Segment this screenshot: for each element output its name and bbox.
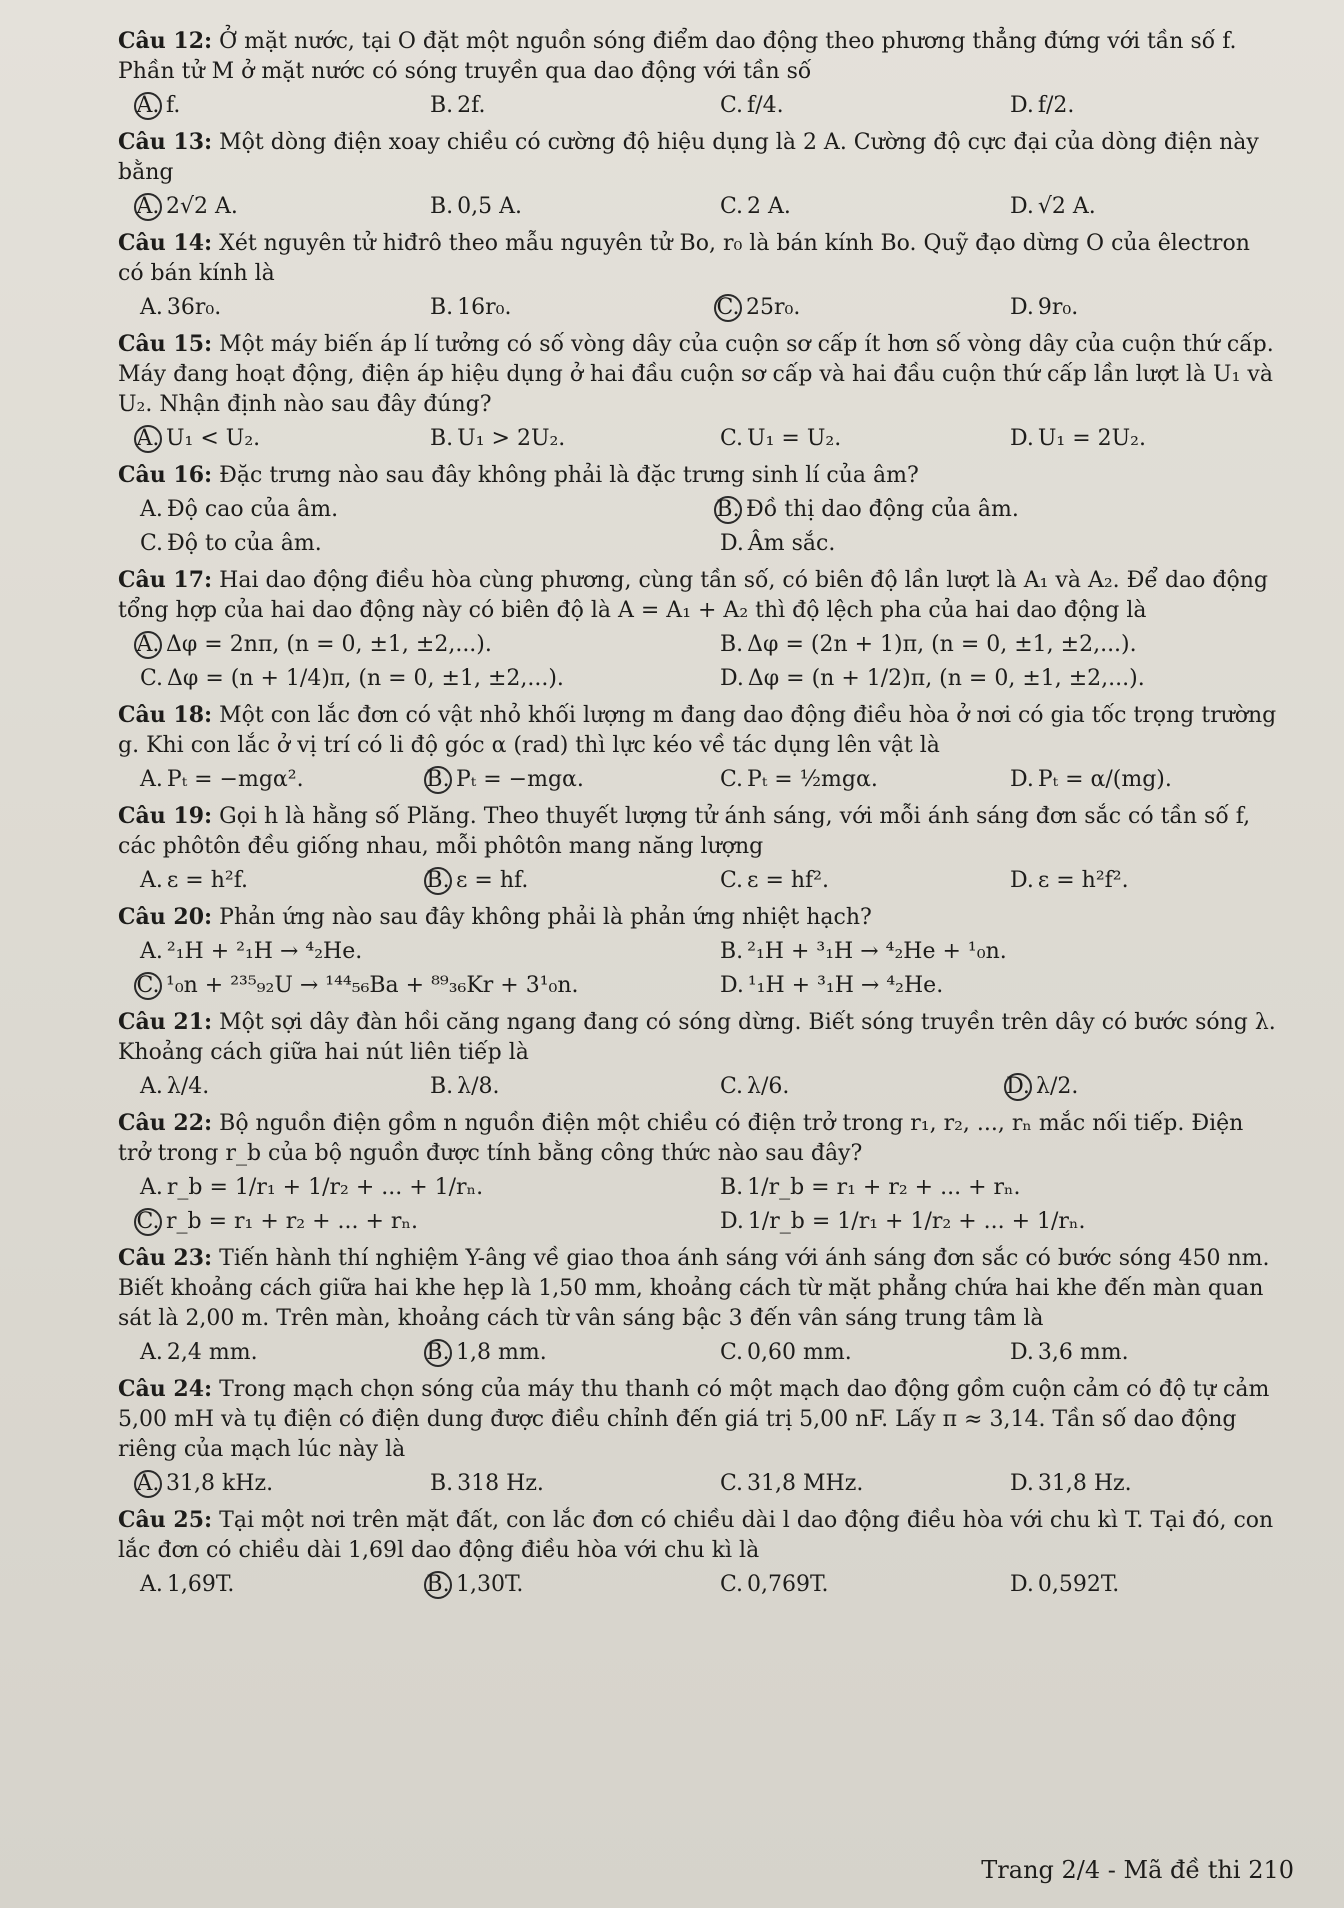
question-stem xyxy=(118,1374,1278,1465)
option-text: 2√2 A. xyxy=(166,194,238,219)
option-letter: B. xyxy=(430,426,454,451)
answer-option xyxy=(988,422,1278,456)
answer-option xyxy=(118,935,698,969)
answer-option xyxy=(408,1070,698,1104)
answer-options xyxy=(118,763,1278,797)
question-text: Một máy biến áp lí tưởng có số vòng dây của cuộn sơ cấp ít hơn số vòng dây của cuộn thứ cấp. Máy đang hoạt động, điện áp hiệu dụng ở hai đầu cuộn sơ cấp và hai đầu cuộn thứ cấp lần lượt là U₁ và U₂. Nhận định nào sau đây đúng? xyxy=(118,332,1274,417)
question-stem xyxy=(118,565,1278,626)
option-text: ¹₀n + ²³⁵₉₂U → ¹⁴⁴₅₆Ba + ⁸⁹₃₆Kr + 3¹₀n. xyxy=(166,973,579,998)
answer-option xyxy=(118,89,408,123)
option-text: 3,6 mm. xyxy=(1037,1340,1129,1365)
option-letter: D. xyxy=(1010,1471,1034,1496)
circled-option-letter: A. xyxy=(134,92,162,120)
option-letter: C. xyxy=(720,868,744,893)
question-stem xyxy=(118,1243,1278,1334)
question-text: Phản ứng nào sau đây không phải là phản ứng nhiệt hạch? xyxy=(219,905,872,930)
option-text: 0,769T. xyxy=(747,1572,829,1597)
option-letter: D. xyxy=(720,973,744,998)
question-text: Xét nguyên tử hiđrô theo mẫu nguyên tử Bo, r₀ là bán kính Bo. Quỹ đạo dừng O của êlectron có bán kính là xyxy=(118,231,1250,286)
answer-option xyxy=(698,864,988,898)
option-letter: A. xyxy=(140,1572,163,1597)
option-text: λ/2. xyxy=(1036,1074,1079,1099)
answer-option xyxy=(408,1336,698,1370)
page-footer: Trang 2/4 - Mã đề thi 210 xyxy=(981,1856,1294,1884)
question-number: Câu 24: xyxy=(118,1376,213,1402)
question-text: Ở mặt nước, tại O đặt một nguồn sóng điểm dao động theo phương thẳng đứng với tần số f. Phần tử M ở mặt nước có sóng truyền qua dao động với tần số xyxy=(118,29,1237,84)
question-text: Một dòng điện xoay chiều có cường độ hiệu dụng là 2 A. Cường độ cực đại của dòng điện này bằng xyxy=(118,130,1259,185)
option-text: √2 A. xyxy=(1037,194,1096,219)
option-text: Âm sắc. xyxy=(747,531,836,556)
answer-option xyxy=(408,1568,698,1602)
answer-options xyxy=(118,493,1278,561)
answer-options xyxy=(118,422,1278,456)
question-number: Câu 25: xyxy=(118,1507,213,1533)
option-text: Pₜ = α/(mg). xyxy=(1037,767,1172,792)
answer-option xyxy=(118,1467,408,1501)
option-text: Δφ = (n + 1/2)π, (n = 0, ±1, ±2,...). xyxy=(747,666,1145,691)
circled-option-letter: A. xyxy=(134,425,162,453)
option-letter: D. xyxy=(1010,767,1034,792)
answer-option xyxy=(118,190,408,224)
answer-option xyxy=(698,969,1278,1003)
option-text: ε = h²f². xyxy=(1037,868,1129,893)
option-letter: C. xyxy=(720,93,744,118)
option-text: ²₁H + ²₁H → ⁴₂He. xyxy=(166,939,363,964)
question-stem xyxy=(118,1007,1278,1068)
question-text: Đặc trưng nào sau đây không phải là đặc trưng sinh lí của âm? xyxy=(219,463,919,488)
option-text: ε = hf². xyxy=(747,868,829,893)
question-stem xyxy=(118,700,1278,761)
option-letter: C. xyxy=(720,1471,744,1496)
answer-option xyxy=(988,1070,1278,1104)
question-block xyxy=(118,1108,1278,1239)
option-text: 1/r_b = 1/r₁ + 1/r₂ + ... + 1/rₙ. xyxy=(747,1209,1086,1234)
question-stem xyxy=(118,801,1278,862)
option-text: λ/4. xyxy=(166,1074,210,1099)
option-letter: A. xyxy=(140,497,163,522)
answer-option xyxy=(698,422,988,456)
answer-option xyxy=(698,1171,1278,1205)
option-text: 31,8 kHz. xyxy=(166,1471,274,1496)
option-letter: D. xyxy=(720,1209,744,1234)
answer-option xyxy=(408,864,698,898)
circled-option-letter: C. xyxy=(714,294,742,322)
question-block xyxy=(118,1505,1278,1602)
circled-option-letter: B. xyxy=(424,867,452,895)
option-text: λ/8. xyxy=(457,1074,500,1099)
question-text: Gọi h là hằng số Plăng. Theo thuyết lượng tử ánh sáng, với mỗi ánh sáng đơn sắc có tần số f, các phôtôn đều giống nhau, mỗi phôtôn mang năng lượng xyxy=(118,804,1251,859)
question-number: Câu 18: xyxy=(118,702,213,728)
answer-option xyxy=(698,935,1278,969)
option-letter: A. xyxy=(140,1074,163,1099)
question-block xyxy=(118,1243,1278,1370)
circled-option-letter: B. xyxy=(424,1571,452,1599)
answer-options xyxy=(118,1568,1278,1602)
option-text: ε = h²f. xyxy=(166,868,249,893)
option-letter: C. xyxy=(720,767,744,792)
answer-options xyxy=(118,628,1278,696)
answer-option xyxy=(408,1467,698,1501)
option-letter: B. xyxy=(720,1175,744,1200)
option-text: 0,592T. xyxy=(1037,1572,1120,1597)
question-number: Câu 22: xyxy=(118,1110,213,1136)
option-text: r_b = 1/r₁ + 1/r₂ + ... + 1/rₙ. xyxy=(166,1175,484,1200)
option-letter: C. xyxy=(140,666,164,691)
option-text: 2 A. xyxy=(747,194,791,219)
question-number: Câu 20: xyxy=(118,904,213,930)
question-list xyxy=(118,22,1278,1606)
answer-option xyxy=(988,291,1278,325)
question-block xyxy=(118,565,1278,696)
answer-option xyxy=(988,864,1278,898)
answer-option xyxy=(118,1205,698,1239)
answer-option xyxy=(988,190,1278,224)
option-text: Pₜ = −mgα². xyxy=(166,767,304,792)
option-letter: D. xyxy=(720,531,744,556)
option-letter: D. xyxy=(1010,194,1034,219)
question-stem xyxy=(118,228,1278,289)
answer-option xyxy=(118,628,698,662)
option-text: Δφ = 2nπ, (n = 0, ±1, ±2,...). xyxy=(166,632,492,657)
answer-option xyxy=(698,1336,988,1370)
option-text: Pₜ = ½mgα. xyxy=(747,767,878,792)
option-text: 25r₀. xyxy=(746,295,801,320)
answer-option xyxy=(988,1568,1278,1602)
option-letter: A. xyxy=(140,939,163,964)
option-text: 9r₀. xyxy=(1037,295,1079,320)
option-letter: C. xyxy=(720,1572,744,1597)
option-letter: D. xyxy=(1010,93,1034,118)
question-stem xyxy=(118,460,1278,491)
question-number: Câu 19: xyxy=(118,803,213,829)
answer-option xyxy=(408,291,698,325)
question-stem xyxy=(118,902,1278,933)
answer-option xyxy=(118,493,698,527)
option-text: r_b = r₁ + r₂ + ... + rₙ. xyxy=(166,1209,418,1234)
option-text: 1,30T. xyxy=(456,1572,524,1597)
option-letter: C. xyxy=(720,426,744,451)
answer-option xyxy=(118,527,698,561)
option-letter: D. xyxy=(720,666,744,691)
answer-option xyxy=(408,763,698,797)
answer-options xyxy=(118,1070,1278,1104)
question-block xyxy=(118,1007,1278,1104)
question-block xyxy=(118,902,1278,1003)
question-number: Câu 12: xyxy=(118,28,213,54)
option-text: f/4. xyxy=(747,93,784,118)
option-text: f/2. xyxy=(1037,93,1075,118)
option-text: 0,5 A. xyxy=(457,194,523,219)
option-text: U₁ < U₂. xyxy=(166,426,261,451)
answer-option xyxy=(698,493,1278,527)
question-number: Câu 14: xyxy=(118,230,213,256)
option-text: Δφ = (n + 1/4)π, (n = 0, ±1, ±2,...). xyxy=(167,666,564,691)
question-number: Câu 13: xyxy=(118,129,213,155)
option-letter: D. xyxy=(1010,868,1034,893)
option-letter: D. xyxy=(1010,1572,1034,1597)
answer-option xyxy=(118,422,408,456)
question-block xyxy=(118,228,1278,325)
option-letter: C. xyxy=(720,1340,744,1365)
question-text: Bộ nguồn điện gồm n nguồn điện một chiều có điện trở trong r₁, r₂, ..., rₙ mắc nối tiếp. Điện trở trong r_b của bộ nguồn được tính bằng công thức nào sau đây? xyxy=(118,1111,1244,1166)
answer-option xyxy=(118,763,408,797)
answer-option xyxy=(118,969,698,1003)
option-text: 1,69T. xyxy=(166,1572,235,1597)
question-number: Câu 16: xyxy=(118,462,213,488)
answer-option xyxy=(698,1467,988,1501)
option-text: ¹₁H + ³₁H → ⁴₂He. xyxy=(747,973,944,998)
option-letter: A. xyxy=(140,1340,163,1365)
answer-option xyxy=(408,190,698,224)
question-text: Tại một nơi trên mặt đất, con lắc đơn có chiều dài l dao động điều hòa với chu kì T. Tại đó, con lắc đơn có chiều dài 1,69l dao động điều hòa với chu kì là xyxy=(118,1508,1274,1563)
question-block xyxy=(118,460,1278,561)
option-letter: B. xyxy=(430,1074,454,1099)
answer-options xyxy=(118,1336,1278,1370)
question-number: Câu 17: xyxy=(118,567,213,593)
option-letter: A. xyxy=(140,767,163,792)
question-stem xyxy=(118,1505,1278,1566)
option-letter: B. xyxy=(430,194,454,219)
answer-option xyxy=(118,1070,408,1104)
question-stem xyxy=(118,329,1278,420)
option-letter: B. xyxy=(430,93,454,118)
circled-option-letter: B. xyxy=(714,496,742,524)
circled-option-letter: C. xyxy=(134,972,162,1000)
option-text: U₁ = 2U₂. xyxy=(1037,426,1146,451)
answer-option xyxy=(698,89,988,123)
question-number: Câu 23: xyxy=(118,1245,213,1271)
question-stem xyxy=(118,127,1278,188)
question-block xyxy=(118,801,1278,898)
question-block xyxy=(118,329,1278,456)
option-letter: B. xyxy=(430,295,454,320)
answer-option xyxy=(698,1568,988,1602)
answer-option xyxy=(988,763,1278,797)
answer-option xyxy=(698,527,1278,561)
answer-option xyxy=(988,1336,1278,1370)
circled-option-letter: A. xyxy=(134,1470,162,1498)
option-letter: D. xyxy=(1010,426,1034,451)
question-block xyxy=(118,700,1278,797)
question-text: Trong mạch chọn sóng của máy thu thanh có một mạch dao động gồm cuộn cảm có độ tự cảm 5,00 mH và tụ điện có điện dung được điều chỉnh đến giá trị 5,00 nF. Lấy π ≈ 3,14. Tần số dao động riêng của mạch lúc này là xyxy=(118,1377,1270,1462)
answer-options xyxy=(118,89,1278,123)
circled-option-letter: A. xyxy=(134,193,162,221)
option-letter: B. xyxy=(720,939,744,964)
option-text: λ/6. xyxy=(747,1074,790,1099)
answer-option xyxy=(118,662,698,696)
option-letter: A. xyxy=(140,295,163,320)
answer-option xyxy=(698,1070,988,1104)
option-text: U₁ > 2U₂. xyxy=(457,426,566,451)
option-text: 36r₀. xyxy=(166,295,222,320)
circled-option-letter: C. xyxy=(134,1208,162,1236)
answer-option xyxy=(698,662,1278,696)
answer-options xyxy=(118,1467,1278,1501)
circled-option-letter: A. xyxy=(134,631,162,659)
question-block xyxy=(118,1374,1278,1501)
option-text: Độ cao của âm. xyxy=(166,497,339,522)
answer-options xyxy=(118,291,1278,325)
option-letter: D. xyxy=(1010,1340,1034,1365)
option-text: ²₁H + ³₁H → ⁴₂He + ¹₀n. xyxy=(747,939,1007,964)
answer-options xyxy=(118,935,1278,1003)
answer-option xyxy=(408,422,698,456)
option-letter: B. xyxy=(720,632,744,657)
option-letter: C. xyxy=(140,531,164,556)
question-number: Câu 21: xyxy=(118,1009,213,1035)
question-text: Tiến hành thí nghiệm Y-âng về giao thoa ánh sáng với ánh sáng đơn sắc có bước sóng 450 nm. Biết khoảng cách giữa hai khe hẹp là 1,50 mm, khoảng cách từ mặt phẳng chứa hai khe đến màn quan sát là 2,00 m. Trên màn, khoảng cách từ vân sáng bậc 3 đến vân sáng trung tâm là xyxy=(118,1246,1270,1331)
question-block xyxy=(118,127,1278,224)
answer-options xyxy=(118,190,1278,224)
answer-option xyxy=(698,291,988,325)
option-text: Đồ thị dao động của âm. xyxy=(746,497,1019,522)
question-text: Hai dao động điều hòa cùng phương, cùng tần số, có biên độ lần lượt là A₁ và A₂. Để dao động tổng hợp của hai dao động này có biên độ là A = A₁ + A₂ thì độ lệch pha của hai dao động là xyxy=(118,568,1268,623)
option-text: 2,4 mm. xyxy=(166,1340,258,1365)
circled-option-letter: D. xyxy=(1004,1073,1032,1101)
option-text: Δφ = (2n + 1)π, (n = 0, ±1, ±2,...). xyxy=(747,632,1137,657)
answer-option xyxy=(118,864,408,898)
option-letter: B. xyxy=(430,1471,454,1496)
answer-option xyxy=(988,1467,1278,1501)
option-text: Độ to của âm. xyxy=(167,531,322,556)
answer-option xyxy=(118,1568,408,1602)
question-text: Một sợi dây đàn hồi căng ngang đang có sóng dừng. Biết sóng truyền trên dây có bước sóng λ. Khoảng cách giữa hai nút liên tiếp là xyxy=(118,1010,1276,1065)
option-text: U₁ = U₂. xyxy=(747,426,842,451)
answer-option xyxy=(698,1205,1278,1239)
option-text: 16r₀. xyxy=(457,295,512,320)
option-text: 1,8 mm. xyxy=(456,1340,547,1365)
option-text: 0,60 mm. xyxy=(747,1340,852,1365)
answer-option xyxy=(698,190,988,224)
answer-option xyxy=(698,628,1278,662)
question-stem xyxy=(118,26,1278,87)
question-number: Câu 15: xyxy=(118,331,213,357)
answer-option xyxy=(118,1336,408,1370)
option-letter: C. xyxy=(720,194,744,219)
answer-option xyxy=(698,763,988,797)
option-text: 31,8 MHz. xyxy=(747,1471,864,1496)
answer-options xyxy=(118,1171,1278,1239)
option-letter: D. xyxy=(1010,295,1034,320)
question-text: Một con lắc đơn có vật nhỏ khối lượng m đang dao động điều hòa ở nơi có gia tốc trọng trường g. Khi con lắc ở vị trí có li độ góc α (rad) thì lực kéo về tác dụng lên vật là xyxy=(118,703,1277,758)
answer-option xyxy=(118,291,408,325)
answer-option xyxy=(988,89,1278,123)
option-text: 2f. xyxy=(457,93,486,118)
option-letter: A. xyxy=(140,1175,163,1200)
circled-option-letter: B. xyxy=(424,766,452,794)
option-text: Pₜ = −mgα. xyxy=(456,767,584,792)
answer-options xyxy=(118,864,1278,898)
option-text: 318 Hz. xyxy=(457,1471,544,1496)
option-text: 1/r_b = r₁ + r₂ + ... + rₙ. xyxy=(747,1175,1021,1200)
question-block xyxy=(118,26,1278,123)
answer-option xyxy=(118,1171,698,1205)
answer-option xyxy=(408,89,698,123)
question-stem xyxy=(118,1108,1278,1169)
option-letter: A. xyxy=(140,868,163,893)
circled-option-letter: B. xyxy=(424,1339,452,1367)
option-text: 31,8 Hz. xyxy=(1037,1471,1132,1496)
option-text: f. xyxy=(166,93,181,118)
option-letter: C. xyxy=(720,1074,744,1099)
option-text: ε = hf. xyxy=(456,868,529,893)
